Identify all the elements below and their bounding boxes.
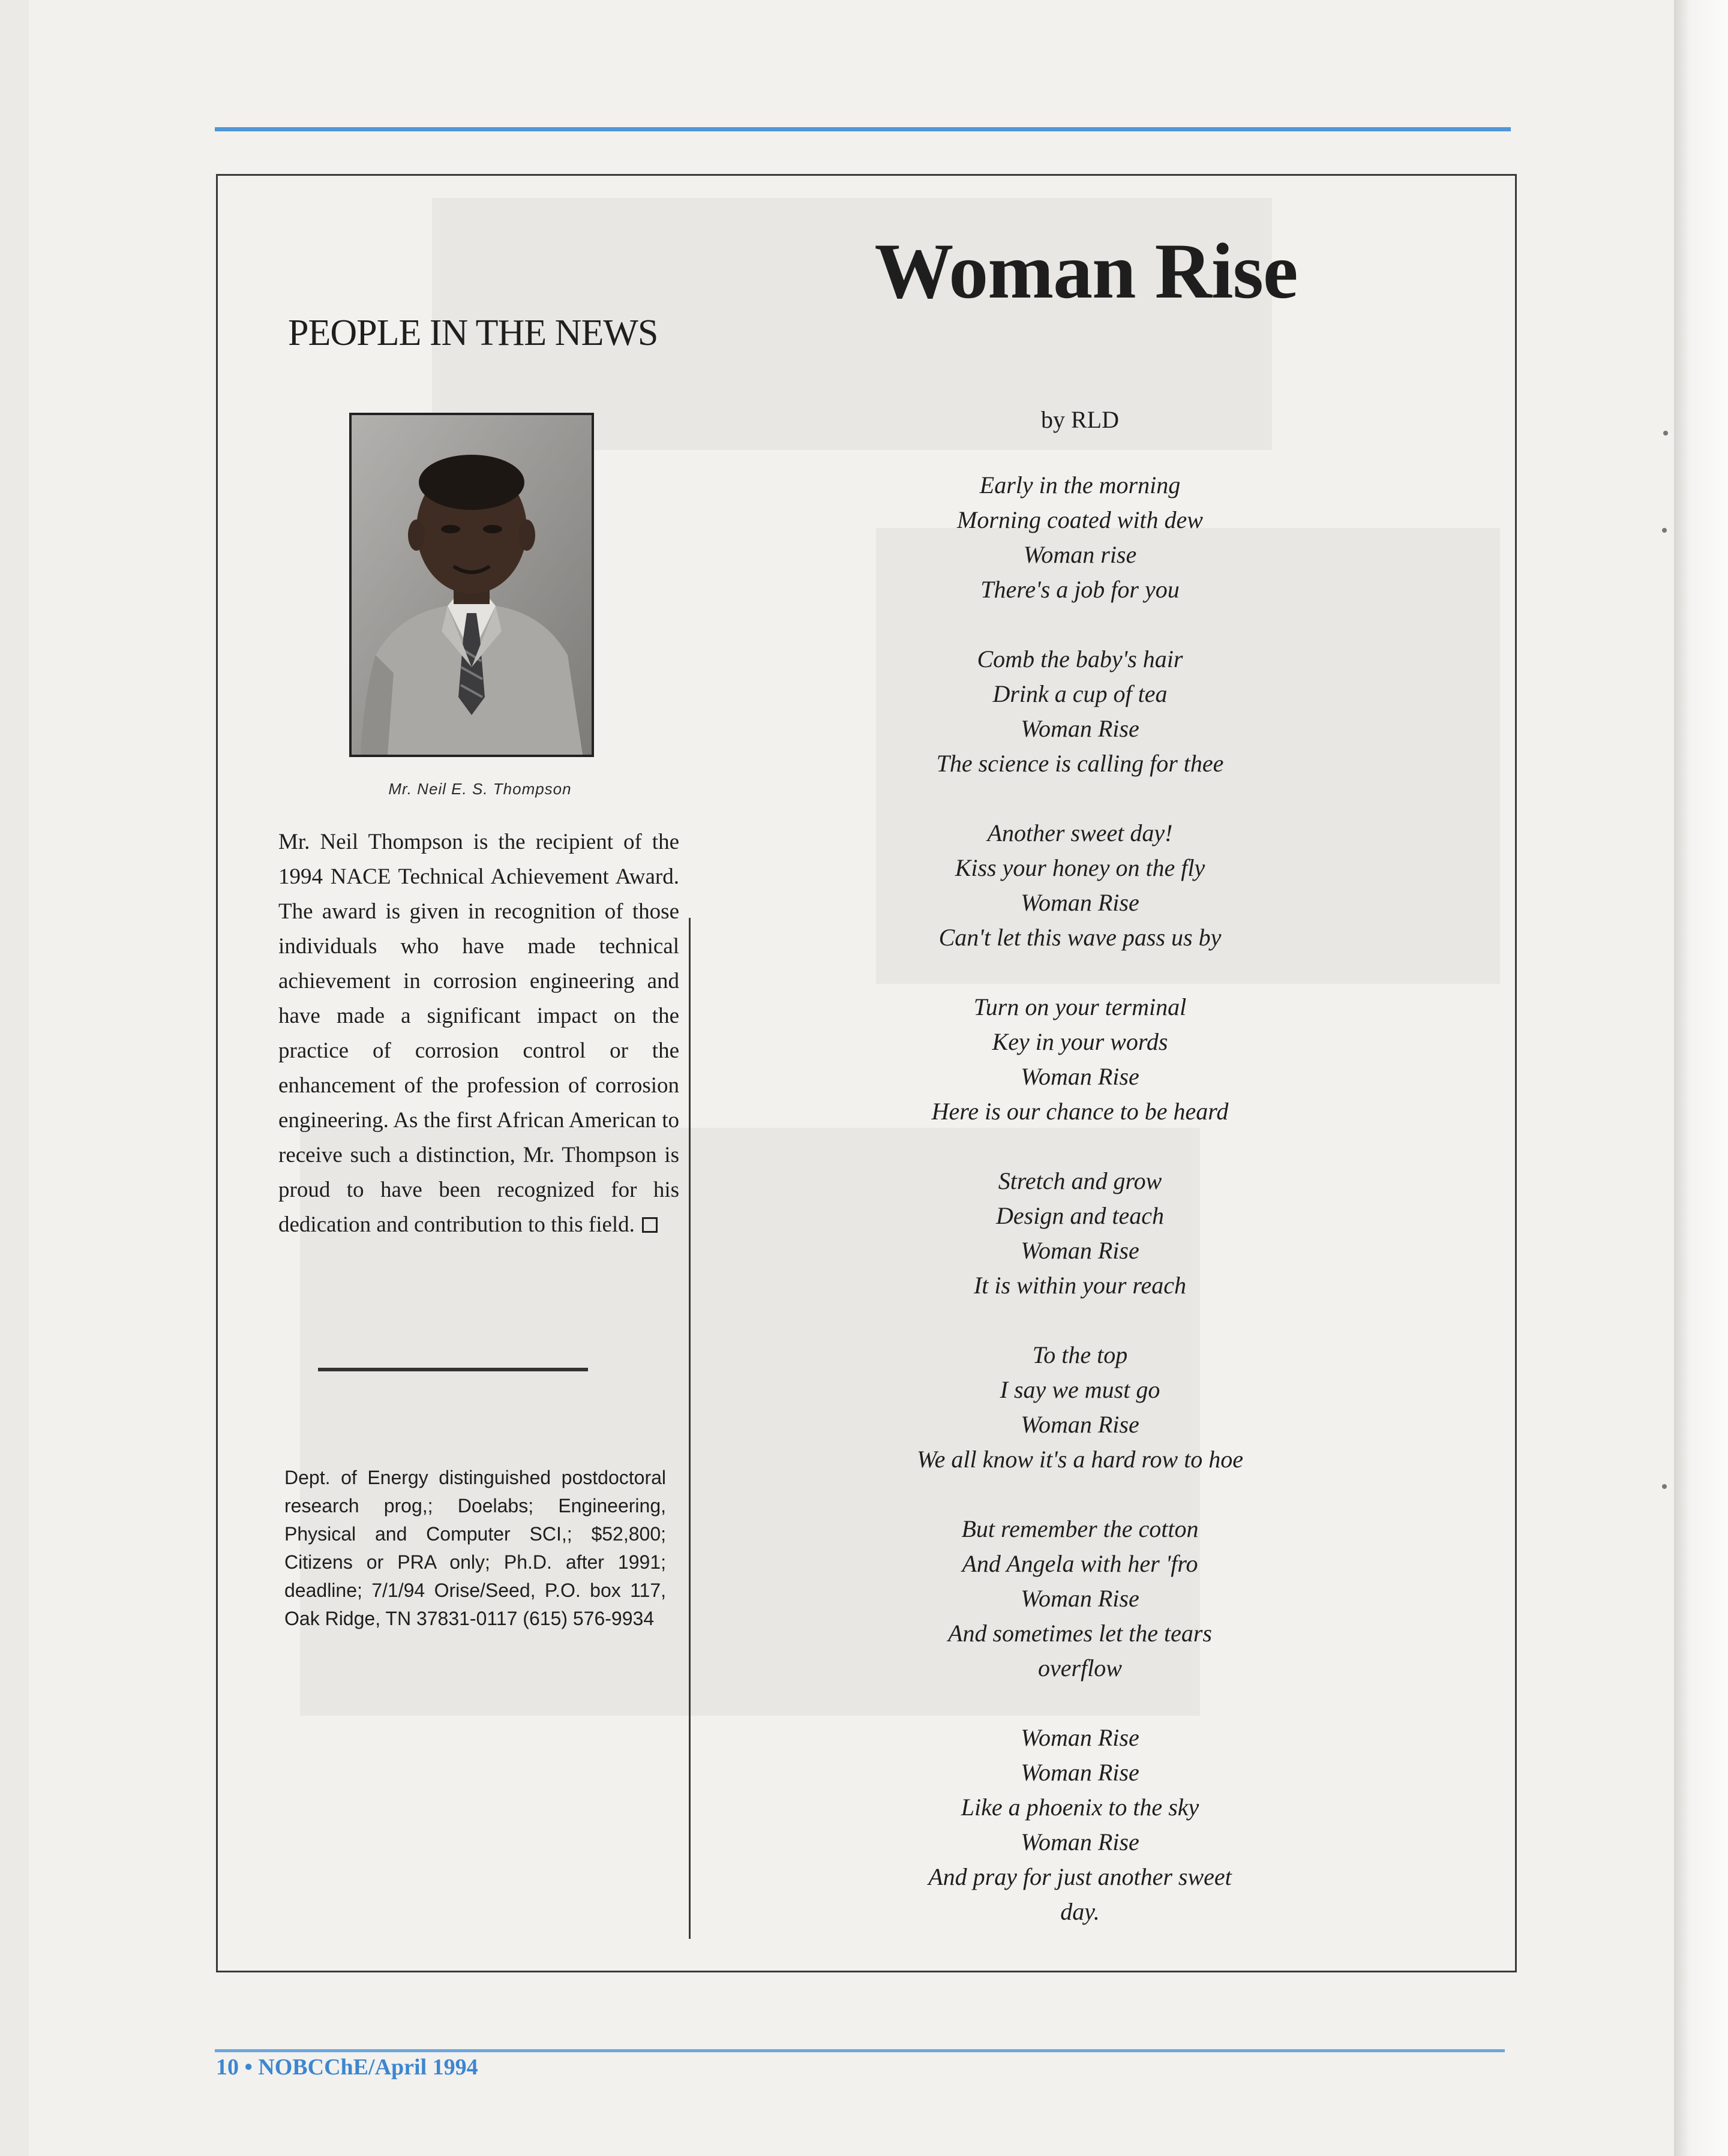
end-mark-icon <box>642 1217 658 1233</box>
article-text: Mr. Neil Thompson is the recipient of the 1994 NACE Technical Achievement Award. The award is given in recognition of those individuals who have made technical achievement in corrosion engineering and have made a significant impact on the practice of corrosion control or the enhancement of the profession of corrosion engineering. As the first African American to receive such a distinction, Mr. Thompson is proud to have been recognized for his dedication and contribution to this field. <box>278 830 679 1237</box>
poem-line: And sometimes let the tears <box>948 1620 1212 1647</box>
poem-line: We all know it's a hard row to hoe <box>916 1446 1244 1473</box>
poem-line: Woman rise <box>1023 541 1137 568</box>
poem-line: Stretch and grow <box>998 1167 1162 1194</box>
poem-line: day. <box>1060 1898 1100 1925</box>
poem-line: Key in your words <box>992 1028 1168 1055</box>
poem-line: To the top <box>1032 1341 1128 1368</box>
poem-line: Drink a cup of tea <box>992 680 1168 707</box>
poem-line: Woman Rise <box>1021 1759 1139 1786</box>
page-folio: 10 • NOBCChE/April 1994 <box>216 2055 478 2080</box>
section-heading: PEOPLE IN THE NEWS <box>288 313 658 353</box>
notice-text: Dept. of Energy distinguished postdoctoral research prog,; Doelabs; Engineering, Physical and Computer SCI,; $52,800; Citizens or PRA only; Ph.D. after 1991; deadline; 7/1/94 Orise/Seed, P.O. box 117, Oak Ridge, TN 37831-0117 (615) 576-9934 <box>284 1467 666 1629</box>
poem-line: Here is our chance to be heard <box>931 1098 1229 1125</box>
bottom-accent-rule <box>215 2049 1505 2052</box>
poem-line: Kiss your honey on the fly <box>955 854 1205 881</box>
poem-line: Woman Rise <box>1021 1411 1139 1438</box>
portrait-photo <box>349 413 594 757</box>
poem-byline: by RLD <box>1041 406 1119 433</box>
column-divider <box>689 918 691 1939</box>
page-edge-shadow <box>1674 0 1728 2156</box>
portrait-image <box>352 415 592 755</box>
poem-body <box>840 468 1320 1964</box>
photo-caption: Mr. Neil E. S. Thompson <box>388 780 572 798</box>
poem-title: Woman Rise <box>874 227 1298 315</box>
poem-line: There's a job for you <box>980 576 1180 603</box>
poem-line: Comb the baby's hair <box>977 645 1183 672</box>
poem-line: I say we must go <box>1000 1376 1160 1403</box>
poem-stanza <box>840 642 1320 781</box>
poem-stanza <box>840 1720 1320 1929</box>
poem-line: Can't let this wave pass us by <box>938 924 1222 951</box>
poem-line: Woman Rise <box>1021 1828 1139 1855</box>
margin-speck <box>1662 528 1667 533</box>
section-rule <box>318 1368 588 1371</box>
poem-line: Woman Rise <box>1021 889 1139 916</box>
poem-line: Woman Rise <box>1021 1585 1139 1612</box>
article-body <box>278 825 679 1242</box>
margin-speck <box>1663 431 1668 436</box>
poem-line: And pray for just another sweet <box>928 1863 1232 1890</box>
poem-line: Design and teach <box>996 1202 1164 1229</box>
poem-line: But remember the cotton <box>961 1515 1199 1542</box>
poem-line: Woman Rise <box>1021 1063 1139 1090</box>
poem-line: And Angela with her 'fro <box>962 1550 1198 1577</box>
poem-stanza <box>840 1512 1320 1686</box>
poem-stanza <box>840 990 1320 1129</box>
poem-stanza <box>840 468 1320 607</box>
poem-line: Early in the morning <box>979 472 1181 499</box>
poem-stanza <box>840 1164 1320 1303</box>
poem-line: Woman Rise <box>1021 715 1139 742</box>
poem-line: Woman Rise <box>1021 1724 1139 1751</box>
top-accent-rule <box>215 127 1511 131</box>
poem-line: Woman Rise <box>1021 1237 1139 1264</box>
poem-line: Morning coated with dew <box>957 506 1203 533</box>
poem-stanza <box>840 1338 1320 1477</box>
poem-line: It is within your reach <box>973 1272 1187 1299</box>
poem-line: The science is calling for thee <box>936 750 1224 777</box>
poem-line: Turn on your terminal <box>973 993 1187 1020</box>
margin-speck <box>1662 1484 1667 1489</box>
poem-line: Another sweet day! <box>987 819 1173 846</box>
poem-line: overflow <box>1038 1654 1122 1681</box>
poem-stanza <box>840 816 1320 955</box>
poem-line: Like a phoenix to the sky <box>961 1794 1199 1821</box>
